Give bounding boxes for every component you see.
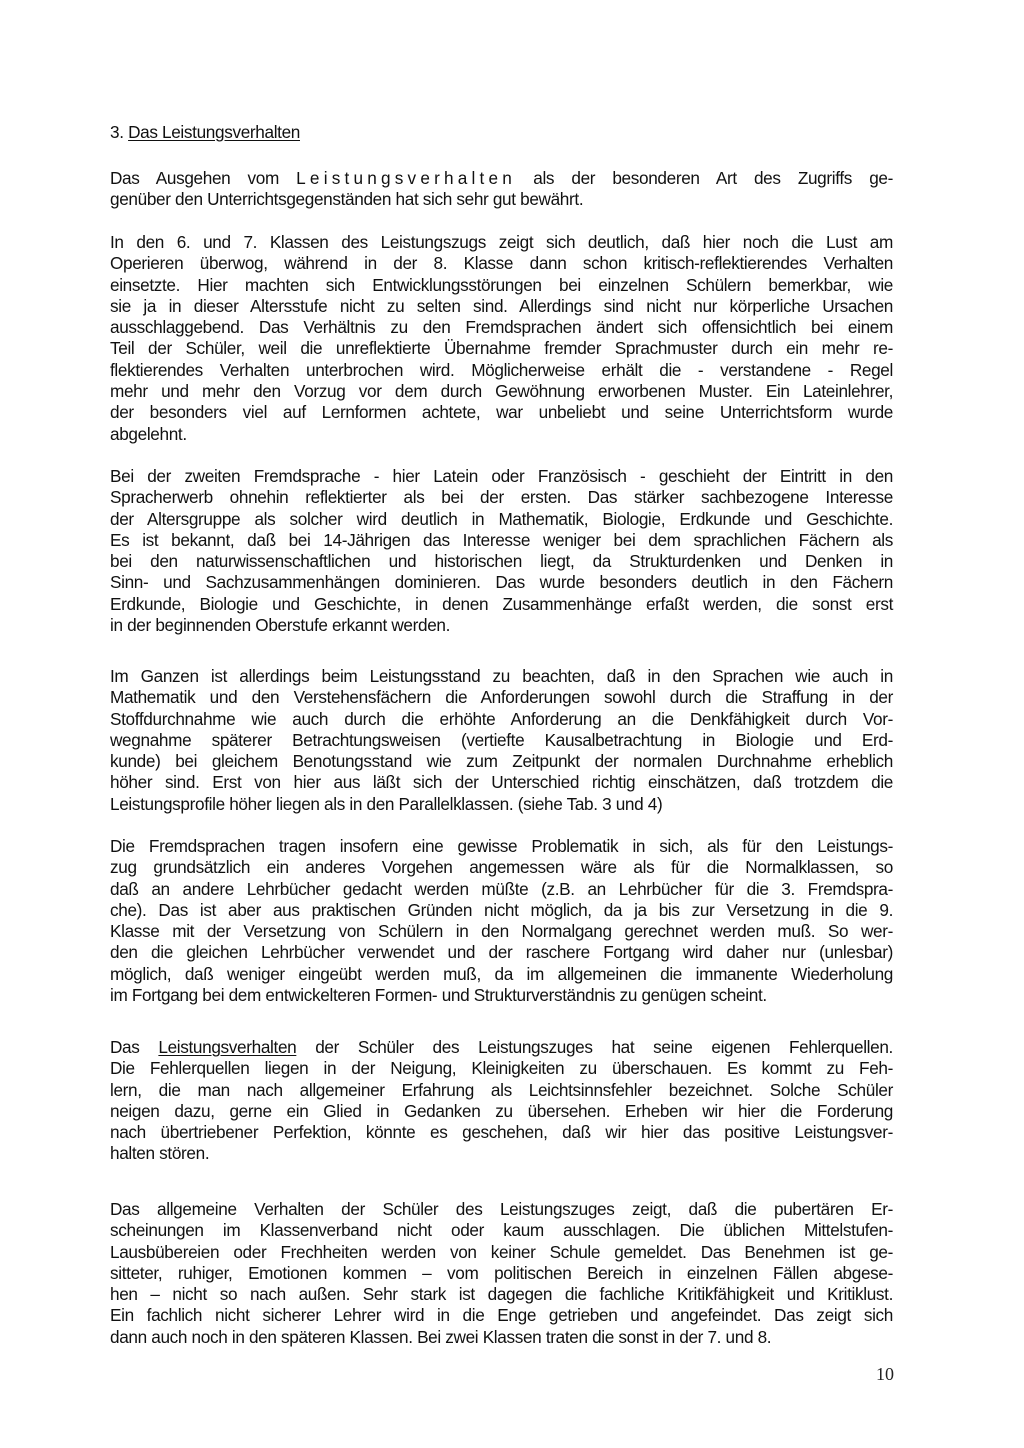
text-line: im Fortgang bei dem entwickelteren Formen- und Strukturverständnis zu genügen scheint. [110,985,767,1006]
text-line: Erdkunde, Biologie und Geschichte, in denen Zusammenhänge erfaßt werden, die sonst erst [110,593,893,614]
paragraph [110,1037,893,1165]
text-line: halten stören. [110,1143,210,1164]
text-line: in der beginnenden Oberstufe erkannt werden. [110,615,451,636]
text-line: den die gleichen Lehrbücher verwendet und der raschere Fortgang wird daher nur (unlesbar) [110,942,893,963]
text-line: möglich, daß weniger eingeübt werden muß, da im allgemeinen die immanente Wiederholung [110,963,893,984]
text-line: zug grundsätzlich ein anderes Vorgehen angemessen wäre als für die Normalklassen, so [110,857,893,878]
text-run: der Schüler des Leistungszuges hat seine eigenen Fehlerquellen. [296,1037,893,1057]
text-line: dann auch noch in den späteren Klassen. Bei zwei Klassen traten die sonst in der 7. und 8. [110,1326,772,1347]
page-number: 10 [876,1364,894,1384]
text-line: abgelehnt. [110,423,187,444]
text-run: Das Ausgehen vom [110,168,297,188]
section-heading [110,122,300,143]
emphasized-term: Leistungsverhalten [296,168,517,188]
text-line: bei den naturwissenschaftlichen und historischen liegt, da Strukturdenken und Denken in [110,551,893,572]
text-run: Das [110,1037,159,1057]
paragraph [110,466,893,636]
text-line: Das allgemeine Verhalten der Schüler des Leistungszuges zeigt, daß die pubertären Er- [110,1199,893,1219]
text-line: Spracherwerb ohnehin reflektierter als bei der ersten. Das stärker sachbezogene Interesse [110,487,893,508]
paragraph [110,232,893,445]
text-line: daß an andere Lehrbücher gedacht werden müßte (z.B. an Lehrbücher für die 3. Fremdspra- [110,878,893,899]
text-line: nach übertriebener Perfektion, könnte es geschehen, daß wir hier das positive Leistungsver- [110,1122,893,1143]
text-line: Mathematik und den Verstehensfächern die Anforderungen sowohl durch die Straffung in der [110,687,893,708]
text-line: Stoffdurchnahme wie auch durch die erhöhte Anforderung an die Denkfähigkeit durch Vor- [110,708,893,729]
section-number: 3. [110,122,124,142]
text-line: Lausbübereien oder Frechheiten werden von keiner Schule gemeldet. Das Benehmen ist ge- [110,1241,893,1262]
text-line: Teil der Schüler, weil die unreflektierte Übernahme fremder Sprachmuster durch ein mehr re- [110,338,893,359]
text-line: hen – nicht so nach außen. Sehr stark ist dagegen die fachliche Kritikfähigkeit und Kritiklust. [110,1284,893,1305]
text-line: der besonders viel auf Lernformen achtete, war unbeliebt und seine Unterrichtsform wurde [110,402,893,423]
text-line [110,168,893,189]
text-line: höher sind. Erst von hier aus läßt sich der Unterschied richtig einschätzen, daß trotzdem die [110,772,893,793]
text-line: genüber den Unterrichtsgegenständen hat sich sehr gut bewährt. [110,189,584,210]
text-run: als der besonderen Art des Zugriffs ge- [516,168,893,188]
paragraph [110,836,893,1006]
text-line: sie ja in dieser Altersstufe nicht zu selten sind. Allerdings sind nicht nur körperliche Ursachen [110,295,893,316]
text-line: Leistungsprofile höher liegen als in den Parallelklassen. (siehe Tab. 3 und 4) [110,793,663,814]
text-line: sitteter, ruhiger, Emotionen kommen – vom politischen Bereich in einzelnen Fällen abgese- [110,1262,893,1283]
text-line: Die Fehlerquellen liegen in der Neigung, Kleinigkeiten zu überschauen. Es kommt zu Feh- [110,1058,893,1079]
text-line: Die Fremdsprachen tragen insofern eine gewisse Problematik in sich, als für den Leistungs- [110,836,893,856]
text-line: mehr und mehr den Vorzug vor dem durch Gewöhnung erworbenen Muster. Ein Lateinlehrer, [110,381,893,402]
text-line: Operieren überwog, während in der 8. Klasse dann schon kritisch-reflektierendes Verhalten [110,253,893,274]
text-line: Es ist bekannt, daß bei 14-Jährigen das Interesse weniger bei dem sprachlichen Fächern als [110,529,893,550]
text-line: einsetzte. Hier machten sich Entwicklungsstörungen bei einzelnen Schülern bemerkbar, wie [110,274,893,295]
paragraph [110,168,893,211]
paragraph [110,1199,893,1348]
text-line: flektierendes Verhalten unterbrochen wird. Möglicherweise erhält die - verstandene - Regel [110,359,893,380]
text-line: ausschlaggebend. Das Verhältnis zu den Fremdsprachen ändert sich offensichtlich bei einem [110,317,893,338]
text-line: kunde) bei gleichem Benotungsstand wie zum Zeitpunkt der normalen Durchnahme erheblich [110,751,893,772]
underlined-term: Leistungsverhalten [158,1037,297,1057]
text-line: wegnahme späterer Betrachtungsweisen (vertiefte Kausalbetrachtung in Biologie und Erd- [110,729,893,750]
text-line: Sinn- und Sachzusammenhängen dominieren. Das wurde besonders deutlich in den Fächern [110,572,893,593]
paragraph [110,666,893,815]
text-line: der Altersgruppe als solcher wird deutlich in Mathematik, Biologie, Erdkunde und Geschichte. [110,508,893,529]
text-line: Bei der zweiten Fremdsprache - hier Latein oder Französisch - geschieht der Eintritt in den [110,466,893,486]
text-line: Ein fachlich nicht sicherer Lehrer wird in die Enge getrieben und angefeindet. Das zeigt sich [110,1305,893,1326]
text-line: lern, die man nach allgemeiner Erfahrung als Leichtsinnsfehler bezeichnet. Solche Schüler [110,1079,893,1100]
text-line: In den 6. und 7. Klassen des Leistungszugs zeigt sich deutlich, daß hier noch die Lust am [110,232,893,252]
text-line: neigen dazu, gerne ein Glied in Gedanken zu übersehen. Erheben wir hier die Forderung [110,1100,893,1121]
text-line: Im Ganzen ist allerdings beim Leistungsstand zu beachten, daß in den Sprachen wie auch in [110,666,893,686]
text-line: Klasse mit der Versetzung von Schülern in den Normalgang gerechnet werden muß. So wer- [110,921,893,942]
text-line [110,1037,893,1058]
text-line: che). Das ist aber aus praktischen Gründen nicht möglich, da ja bis zur Versetzung in die 9. [110,899,893,920]
section-title: Das Leistungsverhalten [128,122,300,142]
text-line: scheinungen im Klassenverband nicht oder kaum ausschlagen. Die üblichen Mittelstufen- [110,1220,893,1241]
